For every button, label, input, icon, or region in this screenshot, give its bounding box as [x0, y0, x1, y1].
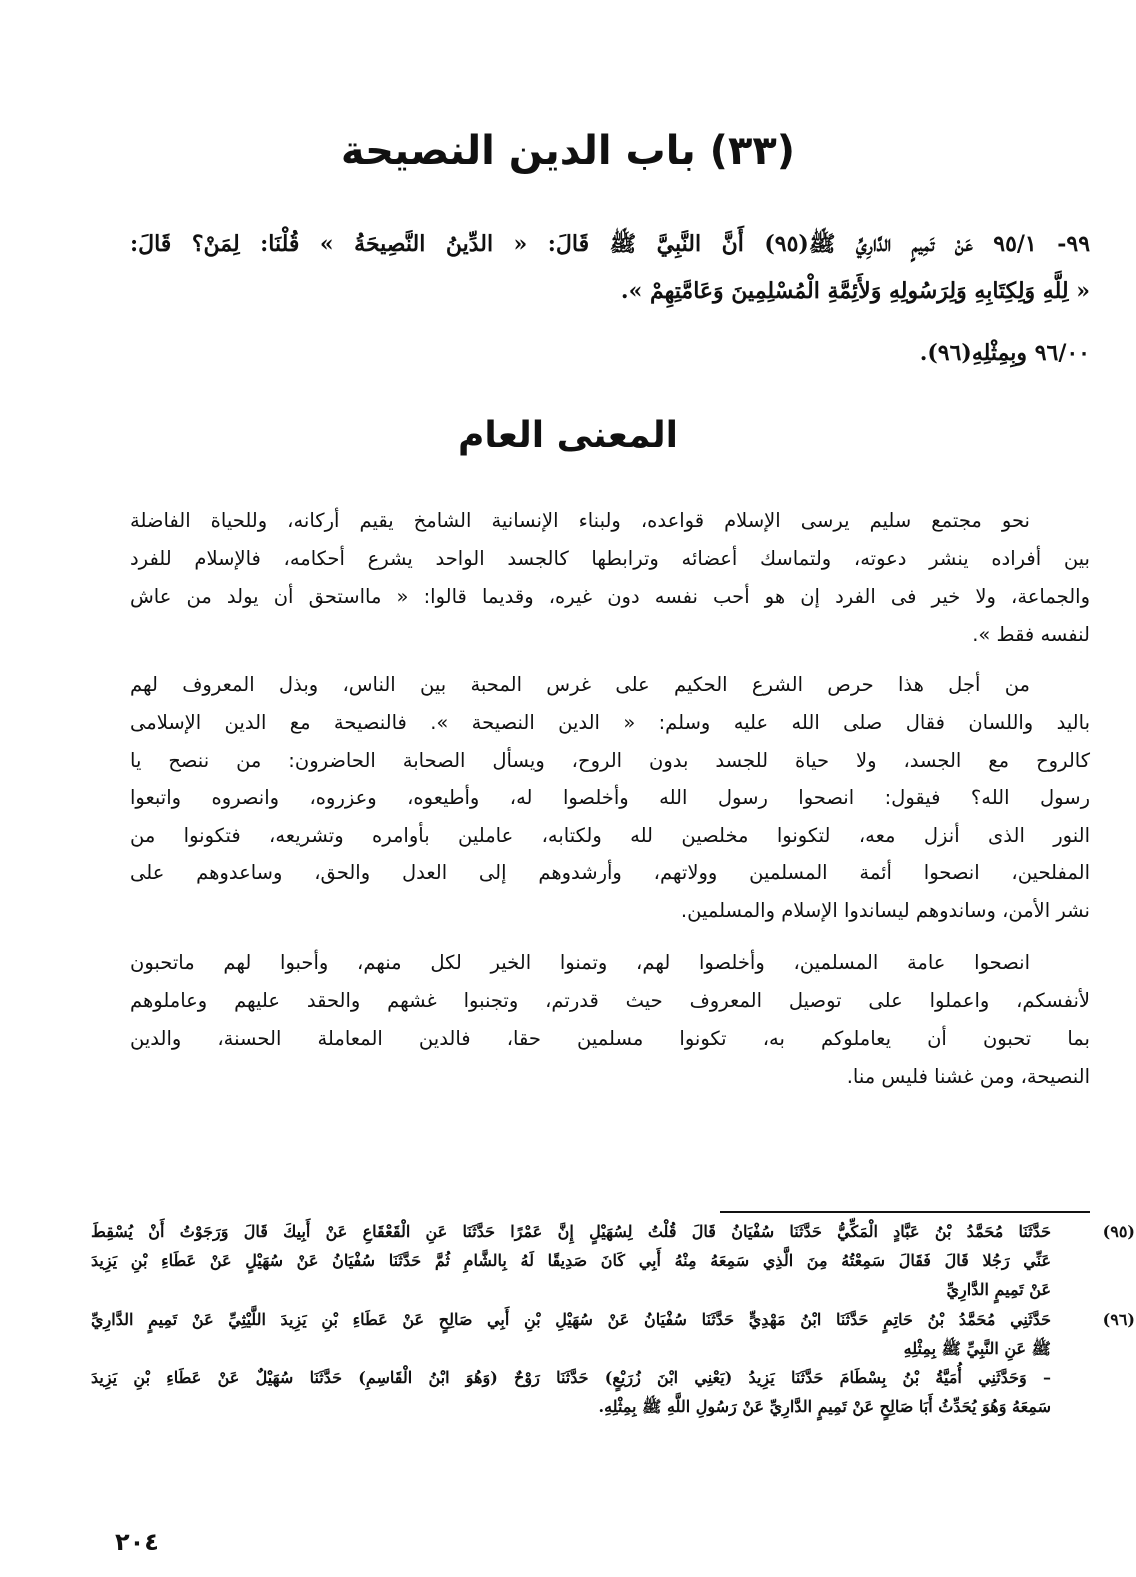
text-line: نحو مجتمع سليم يرسى الإسلام قواعده، ولبناء الإنسانية الشامخ يقيم أركانه، وللحياة الفاضلة	[130, 509, 1030, 532]
text-line: المفلحين، انصحوا أئمة المسلمين وولاتهم، وأرشدوهم إلى العدل والحق، وساعدوهم على	[130, 861, 1090, 884]
hadith-line: ٩٦/٠٠ وبِمِثْلِهِ(٩٦).	[919, 340, 1090, 366]
section-title: المعنى العام	[457, 415, 679, 456]
chapter-title: (٣٣) باب الدين النصيحة	[340, 128, 796, 174]
footnote-number: (٩٥)	[1102, 1222, 1135, 1241]
footnote-line: سَمِعَهُ وَهُوَ يُحَدِّثُ أَبَا صَالِحٍ عَنْ تَمِيمٍ الدَّارِيِّ عَنْ رَسُولِ اللَّهِ ﷺ بِمِثْلِهِ.	[598, 1397, 1051, 1416]
footnote-line: عَنْ تَمِيمٍ الدَّارِيِّ	[946, 1280, 1051, 1299]
footnote-line: – وَحَدَّثَنِي أُمَيَّةُ بْنُ بِسْطَامَ حَدَّثَنَا يَزِيدُ (يَعْنِي ابْنَ زُرَيْعٍ) حَدَّثَنَا رَوْحٌ (وَهُوَ ابْنُ الْقَاسِمِ) حَدَّثَنَا سُهَيْلٌ عَنْ عَطَاءِ بْنِ يَزِيدَ	[91, 1368, 1052, 1387]
text-line: والجماعة، ولا خير فى الفرد إن هو أحب نفسه دون غيره، وقديما قالوا: « مااستحق أن يولد من عاش	[130, 585, 1090, 608]
text-line: كالروح مع الجسد، ولا حياة للجسد بدون الروح، ويسأل الصحابة الحاضرون: من ننصح يا	[130, 749, 1090, 772]
text-line: النور الذى أنزل معه، لتكونوا مخلصين لله ولكتابه، عاملين بأوامره وتشريعه، فتكونوا من	[130, 824, 1090, 847]
text-line: لنفسه فقط ».	[972, 623, 1090, 646]
footnote-line: عَنِّي رَجُلا قَالَ فَقَالَ سَمِعْتُهُ مِنَ الَّذِي سَمِعَهُ مِنْهُ أَبِي كَانَ صَدِيقًا لَهُ بِالشَّامِ ثُمَّ حَدَّثَنَا سُفْيَانُ عَنْ سُهَيْلٍ عَنْ عَطَاءِ بْنِ يَزِيدَ	[91, 1251, 1051, 1270]
page-number: ٢٠٤	[115, 1528, 159, 1556]
footnote-divider	[720, 1211, 1090, 1213]
footnote-number: (٩٦)	[1102, 1310, 1135, 1329]
footnote-line: حَدَّثَنَا مُحَمَّدُ بْنُ عَبَّادٍ الْمَكِّيُّ حَدَّثَنَا سُفْيَانُ قَالَ قُلْتُ لِسُهَيْلٍ إِنَّ عَمْرًا حَدَّثَنَا عَنِ الْقَعْقَاعِ عَنْ أَبِيكَ قَالَ وَرَجَوْتُ أَنْ يُسْقِطَ	[91, 1222, 1051, 1241]
text-line: رسول الله؟ فيقول: انصحوا رسول الله وأخلصوا له، وأطيعوه، وعزروه، وانصروه واتبعوا	[130, 786, 1090, 809]
text-line: من أجل هذا حرص الشرع الحكيم على غرس المحبة بين الناس، وبذل المعروف لهم	[130, 673, 1030, 696]
footnote-line: ﷺ عَنِ النَّبِيِّ ﷺ بِمِثْلِهِ	[903, 1339, 1051, 1358]
footnote-line: حَدَّثَنِي مُحَمَّدُ بْنُ حَاتِمٍ حَدَّثَنَا ابْنُ مَهْدِيٍّ حَدَّثَنَا سُفْيَانُ عَنْ سُهَيْلِ بْنِ أَبِي صَالِحٍ عَنْ عَطَاءِ بْنِ يَزِيدَ اللَّيْثِيِّ عَنْ تَمِيمٍ الدَّارِيِّ	[91, 1310, 1051, 1329]
hadith-line: « لِلَّهِ وَلِكِتَابِهِ وَلِرَسُولِهِ وَلأَئِمَّةِ الْمُسْلِمِينَ وَعَامَّتِهِمْ ».	[620, 278, 1090, 304]
hadith-line: ٩٩- ٩٥/١ عَنْ تَمِيمٍ الدَّارِيِّ ﷺ(٩٥) أَنَّ النَّبِيَّ ﷺ قَالَ: « الدِّينُ النَّصِيحَةُ » قُلْنَا: لِمَنْ؟ قَالَ:	[130, 231, 1091, 257]
text-line: بين أفراده ينشر دعوته، ولتماسك أعضائه وترابطها كالجسد الواحد يشرع أحكامه، فالإسلام للفرد	[130, 547, 1090, 570]
text-line: لأنفسكم، واعملوا على توصيل المعروف حيث قدرتم، وتجنبوا غشهم والحقد عليهم وعاملوهم	[130, 989, 1090, 1012]
text-line: انصحوا عامة المسلمين، وأخلصوا لهم، وتمنوا الخير لكل منهم، وأحبوا لهم ماتحبون	[130, 951, 1030, 974]
text-line: نشر الأمن، وساندوهم ليساندوا الإسلام والمسلمين.	[680, 899, 1090, 922]
text-line: بما تحبون أن يعاملوكم به، تكونوا مسلمين حقا، فالدين المعاملة الحسنة، والدين	[130, 1027, 1090, 1050]
text-line: باليد واللسان فقال صلى الله عليه وسلم: « الدين النصيحة ». فالنصيحة مع الدين الإسلامى	[130, 711, 1090, 734]
text-line: النصيحة، ومن غشنا فليس منا.	[846, 1065, 1090, 1088]
